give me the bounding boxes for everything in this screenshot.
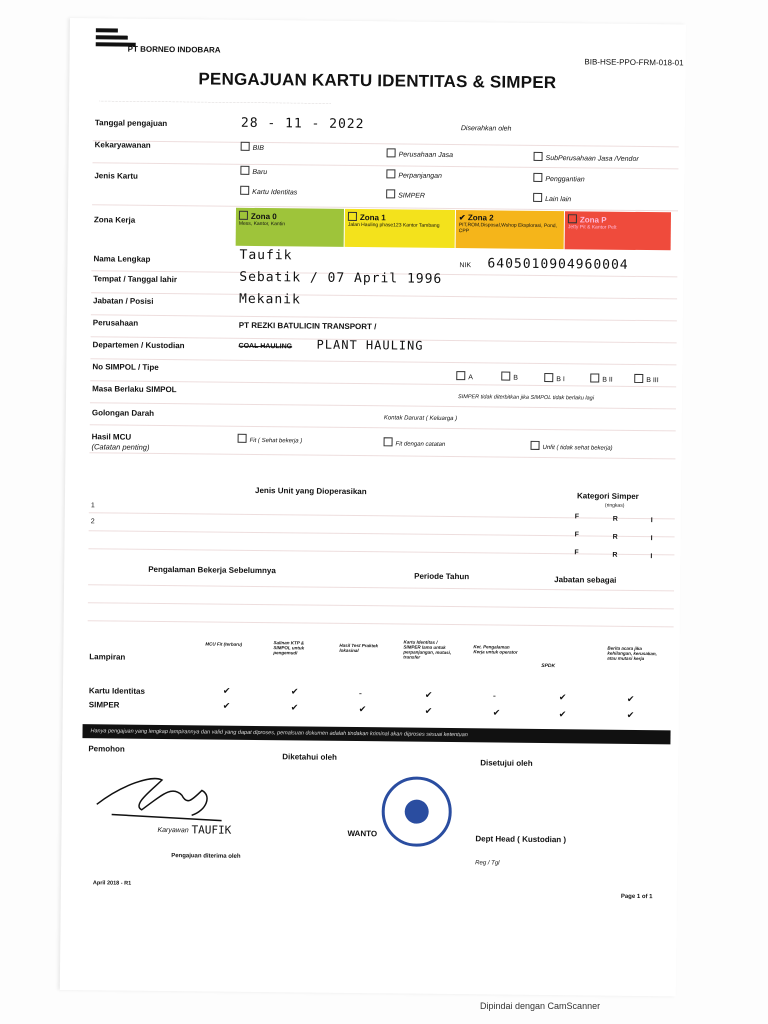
zone-desc: Jetty Pit & Kantor Pelt <box>567 224 617 231</box>
simpol-type-bi[interactable] <box>544 373 565 383</box>
kategori-f[interactable]: F <box>574 531 579 539</box>
masa-note: SIMPER tidak diterbitkan jika SIMPOL tidak berlaku lagi <box>458 394 595 402</box>
mcu-label: Hasil MCU <box>91 432 132 442</box>
kategori-sub: (ringkas) <box>604 502 625 509</box>
type-label: B <box>513 374 518 382</box>
grid-line <box>88 620 674 627</box>
zona-kerja-label: Zona Kerja <box>93 215 136 225</box>
units-header: Jenis Unit yang Dioperasikan <box>255 485 367 497</box>
checkbox-icon <box>239 211 248 220</box>
option-lain-lain[interactable] <box>533 193 571 203</box>
option-perusahaan-jasa[interactable] <box>387 148 454 159</box>
zone-desc: Mess, Kantor, Kantin <box>238 220 286 228</box>
checkbox-icon <box>387 148 396 157</box>
lampiran-col: Berita acara jika kehilangan, kerusakan, atau mutasi kerja <box>607 645 657 662</box>
diterima-label: Pengajuan diterima oleh <box>171 853 241 860</box>
kategori-f[interactable]: F <box>574 549 579 557</box>
dash-mark: - <box>492 690 496 701</box>
grid-line <box>88 602 674 609</box>
wanto-name: WANTO <box>347 828 378 839</box>
mcu-fit[interactable] <box>238 434 303 445</box>
jabatan-label: Jabatan / Posisi <box>92 296 154 306</box>
grid-line <box>89 530 675 537</box>
row-divider <box>92 186 678 211</box>
lampiran-row-label: SIMPER <box>88 700 120 710</box>
check-mark-icon: ✔ <box>558 692 567 703</box>
checkbox-checked-icon <box>240 186 249 195</box>
form-sheet <box>60 18 686 996</box>
disetujui-label: Disetujui oleh <box>480 758 533 768</box>
row-divider <box>91 300 677 321</box>
check-mark-icon: ✔ <box>290 702 299 713</box>
lampiran-label: Lampiran <box>89 652 126 662</box>
mcu-fit-catatan[interactable] <box>384 437 446 448</box>
option-bib[interactable] <box>241 142 264 152</box>
option-label: Perusahaan Jasa <box>398 151 454 160</box>
checkbox-icon <box>544 373 553 382</box>
zone-p[interactable] <box>565 211 671 250</box>
pengalaman-header: Pengalaman Bekerja Sebelumnya <box>148 564 276 576</box>
golongan-label: Golongan Darah <box>91 408 155 418</box>
grid-line <box>88 584 674 591</box>
checkbox-icon <box>501 372 510 381</box>
mcu-option-label: Unfit ( tidak sehat bekerja) <box>542 444 613 452</box>
option-label: SubPerusahaan Jasa /Vendor <box>545 154 639 163</box>
checkbox-checked-icon <box>240 166 249 175</box>
nik-label: NIK <box>459 262 472 270</box>
company-stamp-icon <box>381 776 452 847</box>
option-kartu-identitas[interactable] <box>240 186 297 197</box>
unit-row-2: 2 <box>90 518 95 526</box>
departemen-label: Departemen / Kustodian <box>92 340 185 351</box>
nama-value[interactable]: Taufik <box>239 247 293 264</box>
mcu-unfit[interactable] <box>530 441 612 452</box>
dash-mark: - <box>358 688 362 699</box>
diserahkan-label: Diserahkan oleh <box>460 125 512 133</box>
checkbox-icon <box>348 212 357 221</box>
kategori-r[interactable]: R <box>612 551 618 559</box>
lampiran-col: Hasil Test Praktek lokasinal <box>339 642 379 654</box>
option-label: Penggantian <box>545 175 585 184</box>
departemen-value[interactable]: PLANT HAULING <box>316 337 424 353</box>
ttl-label: Tempat / Tanggal lahir <box>93 274 178 285</box>
row-divider <box>93 122 679 147</box>
option-baru[interactable] <box>240 166 267 176</box>
row-divider <box>90 366 676 387</box>
option-bib-label: BIB <box>252 144 264 153</box>
periode-header: Periode Tahun <box>414 571 470 582</box>
karyawan-label: Karyawan <box>157 826 189 835</box>
kategori-r[interactable]: R <box>612 515 618 523</box>
dept-head-label: Dept Head ( Kustodian ) <box>475 834 567 845</box>
checkbox-icon <box>534 152 543 161</box>
kategori-header: Kategori Simper <box>576 491 639 501</box>
checkbox-icon <box>568 214 577 223</box>
check-mark-icon: ✔ <box>626 709 635 720</box>
camscanner-watermark: Dipindai dengan CamScanner <box>480 1001 601 1011</box>
lampiran-col: SPDK <box>541 662 556 670</box>
masa-label: Masa Berlaku SIMPOL <box>92 384 177 395</box>
zone-name: Zona P <box>579 215 607 225</box>
check-mark-icon: ✔ <box>492 707 501 718</box>
kategori-i[interactable]: I <box>650 535 653 543</box>
checkbox-icon <box>590 373 599 382</box>
option-label: Lain lain <box>545 195 572 204</box>
simpol-type-b[interactable] <box>501 372 518 382</box>
type-label: A <box>468 374 473 382</box>
check-mark-icon: ✔ <box>558 709 567 720</box>
zone-desc: PIT,ROM,Disposal,Wshop Eksplorasi, Pond, CPP <box>458 222 557 235</box>
check-mark-icon: ✔ <box>222 685 231 696</box>
check-mark-icon: ✔ <box>424 689 433 700</box>
diketahui-label: Diketahui oleh <box>282 752 338 762</box>
simpol-type-biii[interactable] <box>634 374 659 384</box>
lampiran-col: MCU Fit (terbaru) <box>205 641 243 647</box>
instruction-text: ....................................................................................................................................................................... <box>99 97 332 106</box>
mcu-option-label: Fit dengan catatan <box>395 441 446 448</box>
zone-name: Zona 2 <box>467 213 494 223</box>
check-mark-icon: ✔ <box>222 700 231 711</box>
checkbox-icon <box>634 374 643 383</box>
checkbox-icon <box>533 193 542 202</box>
unit-row-1: 1 <box>90 502 95 510</box>
kategori-r[interactable]: R <box>612 533 618 541</box>
zone-2[interactable]: ✔ Zona 2 PIT,ROM,Disposal,Wshop Eksplorasi, Pond, CPP <box>456 210 564 249</box>
checkbox-icon <box>533 173 542 182</box>
zone-name: Zona 0 <box>250 211 277 222</box>
lampiran-col: Ket. Pengalaman Kerja untuk operator <box>473 644 518 655</box>
kategori-f[interactable]: F <box>574 513 580 521</box>
nik-value[interactable]: 6405010904960004 <box>487 256 629 273</box>
nama-label: Nama Lengkap <box>93 254 151 264</box>
form-title: PENGAJUAN KARTU IDENTITAS & SIMPER <box>198 69 557 93</box>
perusahaan-label: Perusahaan <box>92 318 139 328</box>
karyawan-name: TAUFIK <box>191 823 232 837</box>
jabatan-sebagai-header: Jabatan sebagai <box>554 575 617 585</box>
option-perpanjangan[interactable] <box>386 169 442 180</box>
departemen-struck: COAL HAULING <box>238 342 293 351</box>
grid-line <box>88 548 674 555</box>
check-mark-icon: ✔ <box>358 704 367 715</box>
pemohon-label: Pemohon <box>88 744 125 754</box>
zone-0[interactable] <box>236 208 344 247</box>
kategori-i[interactable]: I <box>650 517 653 525</box>
mcu-sub-label: (Catatan penting) <box>91 442 150 452</box>
checkbox-checked-icon <box>241 142 250 151</box>
document-code: BIB-HSE-PPO-FRM-018-01 <box>584 57 684 68</box>
checkbox-icon <box>238 434 247 443</box>
checkbox-icon <box>386 189 395 198</box>
lampiran-row-label: Kartu Identitas <box>88 686 146 696</box>
kekaryawanan-label: Kekaryawanan <box>94 140 151 150</box>
option-penggantian[interactable] <box>533 173 584 184</box>
type-label: B II <box>602 376 613 384</box>
option-label: SIMPER <box>398 192 426 200</box>
check-mark-icon: ✔ <box>290 686 299 697</box>
kontak-darurat-label: Kontak Darurat ( Keluarga ) <box>383 415 458 423</box>
option-label: Kartu Identitas <box>252 188 298 197</box>
option-subperusahaan[interactable] <box>534 152 639 163</box>
signature-image <box>92 764 233 825</box>
lampiran-col: Kartu Identitas / SIMPER lama untuk perpanjangan, mutasi, transfer <box>403 639 452 660</box>
simpol-label: No SIMPOL / Tipe <box>92 362 159 372</box>
type-label: B I <box>556 376 565 384</box>
footer-page: Page 1 of 1 <box>620 893 653 901</box>
checkbox-icon <box>386 169 395 178</box>
lampiran-col: Salinan KTP & SIMPOL untuk pengemudi <box>273 640 305 656</box>
jabatan-value[interactable]: Mekanik <box>238 291 301 308</box>
ttl-value[interactable]: Sebatik / 07 April 1996 <box>239 269 443 287</box>
checkbox-icon <box>456 371 465 380</box>
grid-line <box>89 512 675 519</box>
company-name: PT BORNEO INDOBARA <box>127 44 221 55</box>
jenis-kartu-label: Jenis Kartu <box>94 171 138 181</box>
tanggal-value[interactable]: 28 - 11 - 2022 <box>240 115 365 133</box>
perusahaan-value[interactable]: PT REZKI BATULICIN TRANSPORT / <box>238 320 377 332</box>
kategori-i[interactable]: I <box>650 553 653 561</box>
option-label: Perpanjangan <box>398 172 442 180</box>
notice-bar: Hanya pengajuan yang lengkap lampirannya dan valid yang dapat diproses, pemalsuan dokumen adalah tindakan kriminal akan diproses sesuai ketentuan <box>82 724 670 744</box>
check-mark-icon: ✔ <box>424 705 433 716</box>
tanggal-label: Tanggal pengajuan <box>94 118 168 129</box>
reg-label: Reg / Tgl <box>475 860 500 867</box>
zone-1[interactable] <box>345 209 455 248</box>
checkbox-icon <box>531 441 540 450</box>
zone-desc: Jalan Hauling phase123 Kantor Tambang <box>347 221 440 229</box>
option-label: Baru <box>252 168 268 177</box>
check-mark-icon: ✔ <box>626 693 635 704</box>
option-simper[interactable] <box>386 189 425 199</box>
footer-date: April 2018 - R1 <box>92 880 132 887</box>
mcu-option-label: Fit ( Sehat bekerja ) <box>249 437 303 445</box>
simpol-type-a[interactable] <box>456 371 473 381</box>
checkbox-icon <box>384 437 393 446</box>
simpol-type-bii[interactable] <box>590 373 613 383</box>
zone-name: Zona 1 <box>359 213 386 223</box>
type-label: B III <box>646 377 659 385</box>
